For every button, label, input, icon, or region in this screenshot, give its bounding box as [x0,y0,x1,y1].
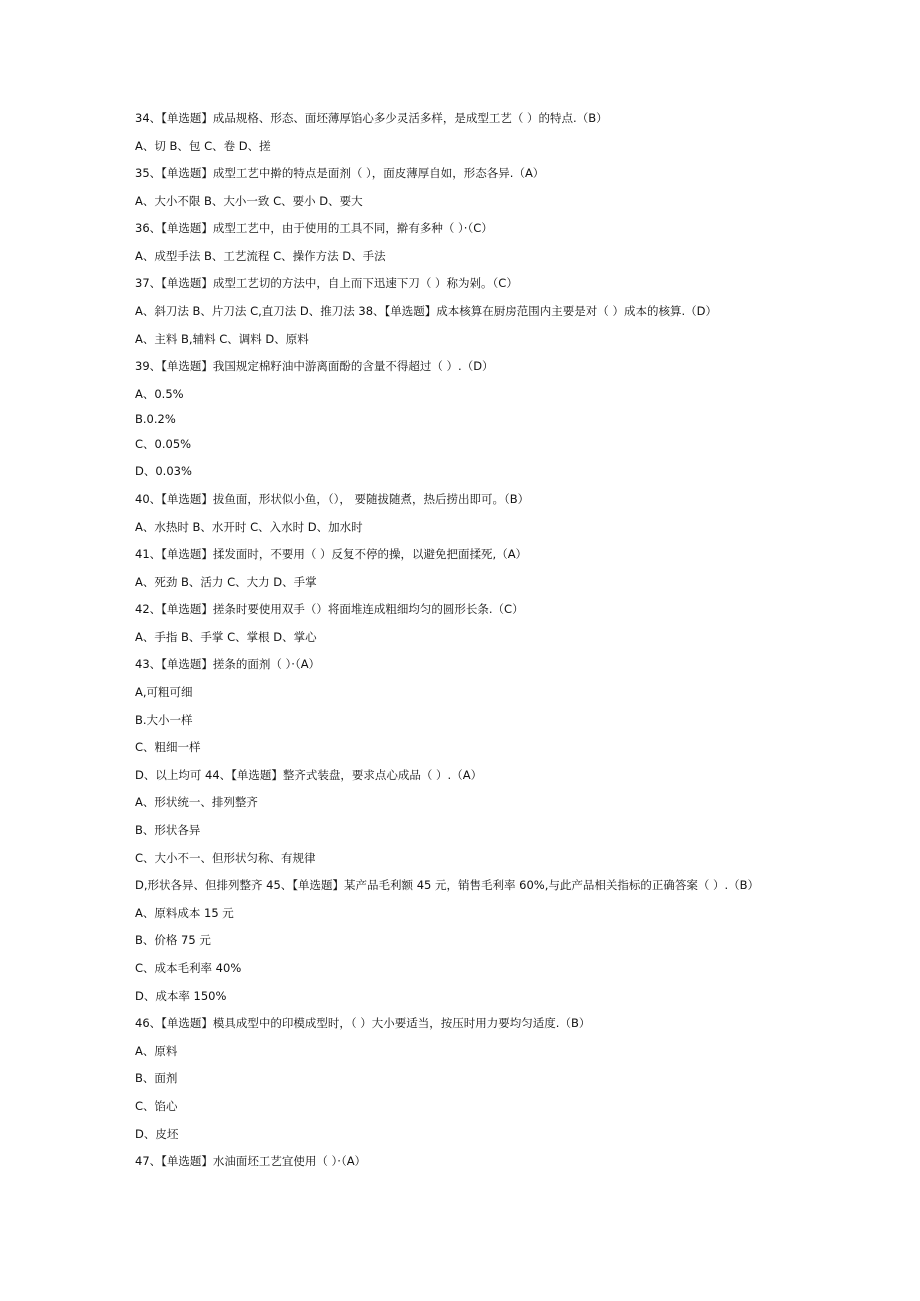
option-46-a: A、原料 [135,1044,178,1058]
option-43-c: C、粗细一样 [135,740,201,754]
question-47: 47、【单选题】水油面坯工艺宜使用（ ）·（A） [135,1154,367,1168]
option-45-a: A、原料成本 15 元 [135,906,234,920]
question-36: 36、【单选题】成型工艺中，由于使用的工具不同，擀有多种（ ）·（C） [135,221,493,235]
question-46: 46、【单选题】模具成型中的印模成型时，（ ）大小要适当，按压时用力要均匀适度.（B） [135,1016,591,1030]
options-41: A、死劲 B、活力 C、大力 D、手掌 [135,575,317,589]
option-43-a: A,可粗可细 [135,685,193,699]
option-39-c: C、0.05% [135,437,192,451]
question-39: 39、【单选题】我国规定棉籽油中游离面酚的含量不得超过（ ）.（D） [135,359,494,373]
option-46-b: B、面剂 [135,1071,178,1085]
option-43-d-question-44: D、以上均可 44、【单选题】整齐式装盘，要求点心成品（ ）.（A） [135,768,483,782]
option-45-d: D、成本率 150% [135,989,227,1003]
options-37-question-38: A、斜刀法 B、片刀法 C,直刀法 D、推刀法 38、【单选题】成本核算在厨房范围内主要是对（ ）成本的核算.（D） [135,304,717,318]
options-40: A、水热时 B、水开时 C、入水时 D、加水时 [135,520,363,534]
option-44-c: C、大小不一、但形状匀称、有规律 [135,851,316,865]
options-36: A、成型手法 B、工艺流程 C、操作方法 D、手法 [135,249,386,263]
question-35: 35、【单选题】成型工艺中擀的特点是面剂（ ），面皮薄厚自如，形态各异.（A） [135,166,545,180]
option-45-c: C、成本毛利率 40% [135,961,242,975]
question-40: 40、【单选题】拔鱼面，形状似小鱼，（）， 要随拔随煮，热后捞出即可。（B） [135,492,530,506]
option-39-d: D、0.03% [135,464,192,478]
question-43: 43、【单选题】搓条的面剂（ ）·（A） [135,657,321,671]
question-34: 34、【单选题】成品规格、形态、面坯薄厚馅心多少灵活多样，是成型工艺（ ）的特点.（B） [135,111,608,125]
option-44-a: A、形状统一、排列整齐 [135,795,258,809]
option-39-a: A、0.5% [135,387,184,401]
option-46-c: C、馅心 [135,1099,178,1113]
options-35: A、大小不限 B、大小一致 C、要小 D、要大 [135,194,363,208]
option-46-d: D、皮坯 [135,1127,179,1141]
options-34: A、切 B、包 C、卷 D、搓 [135,139,271,153]
option-43-b: B.大小一样 [135,713,193,727]
option-45-b: B、价格 75 元 [135,933,211,947]
option-39-b: B.0.2% [135,412,176,426]
option-44-d-question-45: D,形状各异、但排列整齐 45、【单选题】某产品毛利额 45 元，销售毛利率 60%,与此产品相关指标的正确答案（ ）.（B） [135,878,760,892]
question-37: 37、【单选题】成型工艺切的方法中，自上而下迅速下刀（ ）称为剁。（C） [135,276,518,290]
option-44-b: B、形状各异 [135,823,201,837]
question-42: 42、【单选题】搓条时要使用双手（）将面堆连成粗细均匀的圆形长条.（C） [135,602,524,616]
options-38: A、主料 B,辅料 C、调料 D、原料 [135,332,309,346]
question-41: 41、【单选题】揉发面时，不要用（ ）反复不停的操，以避免把面揉死,（A） [135,547,528,561]
options-42: A、手指 B、手掌 C、掌根 D、掌心 [135,630,317,644]
